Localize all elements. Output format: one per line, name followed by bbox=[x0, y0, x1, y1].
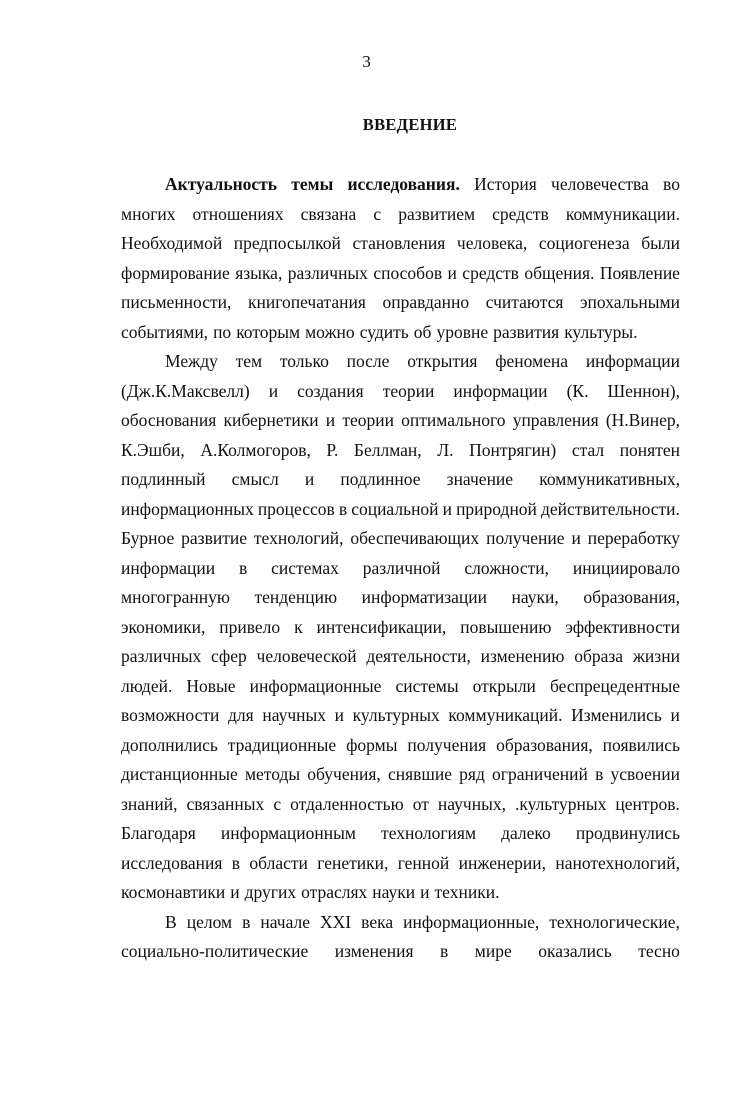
word: нанотехнологий, bbox=[555, 852, 680, 873]
word: понятен bbox=[619, 439, 680, 460]
word: предпосылкой bbox=[233, 233, 341, 253]
word: и bbox=[447, 262, 457, 283]
word: формирование bbox=[121, 262, 230, 283]
word: века bbox=[361, 911, 394, 932]
word: многогранную bbox=[121, 587, 230, 607]
word: (Дж.К.Максвелл) bbox=[121, 380, 250, 401]
text-line bbox=[121, 642, 680, 672]
word: сложности, bbox=[464, 557, 549, 578]
word: отраслях bbox=[301, 882, 368, 902]
word: получения bbox=[407, 734, 487, 755]
word: природной bbox=[456, 498, 537, 519]
word: эпохальными bbox=[580, 292, 680, 312]
word: традиционные bbox=[227, 734, 337, 755]
word: процессов bbox=[257, 498, 335, 519]
word: дистанционные bbox=[121, 764, 238, 784]
word: управления bbox=[512, 410, 599, 430]
word: мире bbox=[474, 941, 512, 961]
word: открытия bbox=[407, 351, 478, 371]
word: в bbox=[238, 557, 248, 578]
word: языка, bbox=[235, 262, 283, 283]
text-line bbox=[121, 554, 680, 584]
text-line bbox=[121, 436, 680, 466]
word: возможности bbox=[121, 705, 220, 725]
word: XXI bbox=[320, 911, 352, 932]
word: далеко bbox=[501, 823, 551, 843]
word: об bbox=[413, 321, 432, 342]
word: Благодаря bbox=[121, 823, 196, 843]
word: и bbox=[334, 705, 345, 725]
word: Между bbox=[165, 351, 218, 371]
word: генетики, bbox=[317, 852, 389, 873]
word: различных bbox=[287, 262, 368, 283]
word: формы bbox=[346, 734, 398, 755]
word: информационные, bbox=[403, 911, 540, 932]
word: отношениях bbox=[192, 203, 284, 224]
word: образования, bbox=[583, 587, 680, 607]
word: Изменились bbox=[571, 705, 662, 725]
word: В bbox=[165, 911, 177, 932]
text-line bbox=[121, 937, 680, 967]
word: научных bbox=[262, 705, 327, 725]
word: науки bbox=[372, 882, 416, 902]
word: обеспечивающих bbox=[350, 528, 480, 548]
text-line bbox=[121, 318, 680, 348]
word: методы bbox=[244, 764, 301, 784]
word: только bbox=[279, 351, 329, 371]
word: Л. bbox=[437, 439, 454, 460]
word: Новые bbox=[186, 675, 236, 696]
word: и bbox=[304, 469, 315, 489]
word: информационные bbox=[249, 675, 382, 696]
word: генной bbox=[397, 852, 450, 873]
word: экономики, bbox=[121, 616, 206, 637]
word: информационным bbox=[220, 823, 356, 843]
word: исследования bbox=[121, 852, 223, 873]
word: создания bbox=[297, 380, 364, 401]
word: смысл bbox=[231, 469, 279, 489]
word: развитие bbox=[181, 528, 247, 548]
word: книгопечатания bbox=[247, 292, 366, 312]
word: космонавтики bbox=[121, 882, 226, 902]
word: обучения, bbox=[307, 764, 381, 784]
word: людей. bbox=[121, 675, 173, 696]
text-line bbox=[121, 790, 680, 820]
word: с bbox=[273, 793, 282, 814]
word: (К. bbox=[566, 380, 589, 401]
text-line bbox=[121, 288, 680, 318]
word: беспрецедентные bbox=[549, 675, 680, 696]
word: области bbox=[249, 852, 308, 873]
section-heading: ВВЕДЕНИЕ bbox=[362, 115, 458, 134]
text-line bbox=[121, 701, 680, 731]
word: считаются bbox=[485, 292, 564, 312]
page-number: 3 bbox=[362, 52, 371, 71]
word: технологий, bbox=[253, 528, 344, 548]
word: и bbox=[325, 410, 336, 430]
word: средств bbox=[462, 262, 519, 283]
word: социально-политические bbox=[121, 941, 309, 961]
word: судить bbox=[359, 321, 409, 342]
text-line bbox=[121, 377, 680, 407]
word: в bbox=[595, 764, 604, 784]
word: других bbox=[244, 882, 297, 902]
word: образа bbox=[574, 646, 624, 666]
word: общения. bbox=[524, 262, 595, 283]
word: развитием bbox=[398, 203, 476, 224]
text-line bbox=[121, 583, 680, 613]
word: многих bbox=[121, 203, 176, 224]
word: теории bbox=[342, 410, 394, 430]
word: информационных bbox=[121, 498, 254, 519]
word: интенсификации, bbox=[316, 616, 447, 637]
word: деятельности, bbox=[366, 646, 471, 666]
document-body bbox=[121, 170, 680, 967]
word: социальной bbox=[351, 498, 439, 519]
word: изменению bbox=[480, 646, 565, 666]
word: ряд bbox=[459, 764, 485, 784]
word: культуры. bbox=[564, 321, 638, 342]
text-line bbox=[121, 731, 680, 761]
text-line bbox=[121, 613, 680, 643]
word: Необходимой bbox=[121, 233, 223, 253]
word: Р. bbox=[326, 439, 339, 460]
word: кибернетики bbox=[223, 410, 319, 430]
word: которым bbox=[236, 321, 301, 342]
word: в bbox=[338, 498, 348, 519]
word: развития bbox=[493, 321, 560, 342]
word: снявшие bbox=[387, 764, 452, 784]
word: продвинулись bbox=[575, 823, 680, 843]
word: повышению bbox=[460, 616, 552, 637]
word: открыли bbox=[472, 675, 536, 696]
word: изменения bbox=[334, 941, 414, 961]
word: можно bbox=[305, 321, 355, 342]
word: связанных bbox=[186, 793, 265, 814]
text-line bbox=[121, 406, 680, 436]
word: различной bbox=[362, 557, 441, 578]
word: История bbox=[474, 174, 537, 194]
text-line bbox=[121, 465, 680, 495]
word: жизни bbox=[632, 646, 680, 666]
word: и bbox=[420, 882, 430, 902]
word: теории bbox=[382, 380, 435, 401]
word: событиями, bbox=[121, 321, 209, 342]
word: в bbox=[440, 941, 449, 961]
word: человеческой bbox=[256, 646, 357, 666]
text-line bbox=[121, 760, 680, 790]
word: способов bbox=[373, 262, 443, 283]
word: дополнились bbox=[121, 734, 218, 755]
word: инженерии, bbox=[458, 852, 546, 873]
word: технологические, bbox=[549, 911, 680, 932]
word: человечества bbox=[551, 174, 649, 194]
word: К.Эшби, bbox=[121, 439, 185, 460]
word: системы bbox=[395, 675, 459, 696]
word: Актуальность bbox=[165, 174, 278, 194]
word: начале bbox=[260, 911, 311, 932]
word: технологиям bbox=[381, 823, 477, 843]
word: информатизации bbox=[361, 587, 487, 607]
word: тесно bbox=[638, 941, 680, 961]
word: социогенеза bbox=[538, 233, 630, 253]
word: центров. bbox=[615, 793, 680, 814]
word: тем bbox=[235, 351, 263, 371]
word: становления bbox=[352, 233, 446, 253]
word: действительности. bbox=[541, 498, 680, 519]
word: переработку bbox=[587, 528, 680, 548]
word: связана bbox=[300, 203, 357, 224]
word: по bbox=[213, 321, 232, 342]
word: науки, bbox=[511, 587, 559, 607]
word: средств bbox=[492, 203, 549, 224]
word: подлинное bbox=[340, 469, 421, 489]
text-line bbox=[121, 347, 680, 377]
word: техники. bbox=[434, 882, 500, 902]
word: и bbox=[268, 380, 279, 401]
word: после bbox=[346, 351, 390, 371]
word: во bbox=[663, 174, 680, 194]
word: обоснования bbox=[121, 410, 217, 430]
word: (Н.Винер, bbox=[605, 410, 680, 430]
word: системах bbox=[271, 557, 339, 578]
word: информации bbox=[453, 380, 548, 401]
word: коммуникативных, bbox=[539, 469, 680, 489]
word: коммуникации. bbox=[565, 203, 680, 224]
word: появились bbox=[602, 734, 680, 755]
word: информации bbox=[585, 351, 680, 371]
word: к bbox=[294, 616, 303, 637]
word: оптимального bbox=[401, 410, 506, 430]
word: Шеннон), bbox=[607, 380, 680, 401]
word: значение bbox=[446, 469, 514, 489]
word: образования, bbox=[496, 734, 593, 755]
text-line bbox=[121, 229, 680, 259]
word: оправданно bbox=[382, 292, 470, 312]
word: .культурных bbox=[514, 793, 607, 814]
text-line bbox=[121, 495, 680, 525]
word: тенденцию bbox=[254, 587, 338, 607]
word: и bbox=[442, 498, 452, 519]
word: Появление bbox=[599, 262, 680, 283]
word: привело bbox=[219, 616, 281, 637]
word: оказались bbox=[538, 941, 612, 961]
text-line bbox=[121, 259, 680, 289]
text-line bbox=[121, 524, 680, 554]
word: сфер bbox=[210, 646, 247, 666]
word: коммуникаций. bbox=[448, 705, 563, 725]
word: знаний, bbox=[121, 793, 178, 814]
word: и bbox=[571, 528, 581, 548]
text-line bbox=[121, 200, 680, 230]
word: Беллман, bbox=[353, 439, 422, 460]
word: темы bbox=[291, 174, 334, 194]
word: стал bbox=[571, 439, 605, 460]
word: Бурное bbox=[121, 528, 175, 548]
text-line bbox=[121, 672, 680, 702]
word: отдаленностью bbox=[290, 793, 404, 814]
word: усвоении bbox=[610, 764, 680, 784]
word: ограничений bbox=[492, 764, 588, 784]
word: были bbox=[641, 233, 680, 253]
word: в bbox=[231, 852, 241, 873]
word: Понтрягин) bbox=[469, 439, 557, 460]
word: подлинный bbox=[121, 469, 206, 489]
text-line bbox=[121, 819, 680, 849]
word: от bbox=[412, 793, 429, 814]
word: для bbox=[228, 705, 254, 725]
word: целом bbox=[186, 911, 233, 932]
word: в bbox=[242, 911, 251, 932]
word: письменности, bbox=[121, 292, 232, 312]
word: эффективности bbox=[565, 616, 680, 637]
text-line bbox=[121, 908, 680, 938]
word: феномена bbox=[495, 351, 569, 371]
word: научных, bbox=[437, 793, 506, 814]
text-line bbox=[121, 878, 680, 908]
word: А.Колмогоров, bbox=[200, 439, 311, 460]
word: и bbox=[670, 705, 680, 725]
word: уровне bbox=[436, 321, 489, 342]
word: с bbox=[373, 203, 382, 224]
word: различных bbox=[121, 646, 202, 666]
word: получение bbox=[486, 528, 565, 548]
word: человека, bbox=[456, 233, 528, 253]
word: и bbox=[230, 882, 240, 902]
word: инициировало bbox=[572, 557, 680, 578]
word: исследования. bbox=[347, 174, 460, 194]
word: информации bbox=[121, 557, 216, 578]
word: культурных bbox=[352, 705, 440, 725]
text-line bbox=[121, 170, 680, 200]
text-line bbox=[121, 849, 680, 879]
